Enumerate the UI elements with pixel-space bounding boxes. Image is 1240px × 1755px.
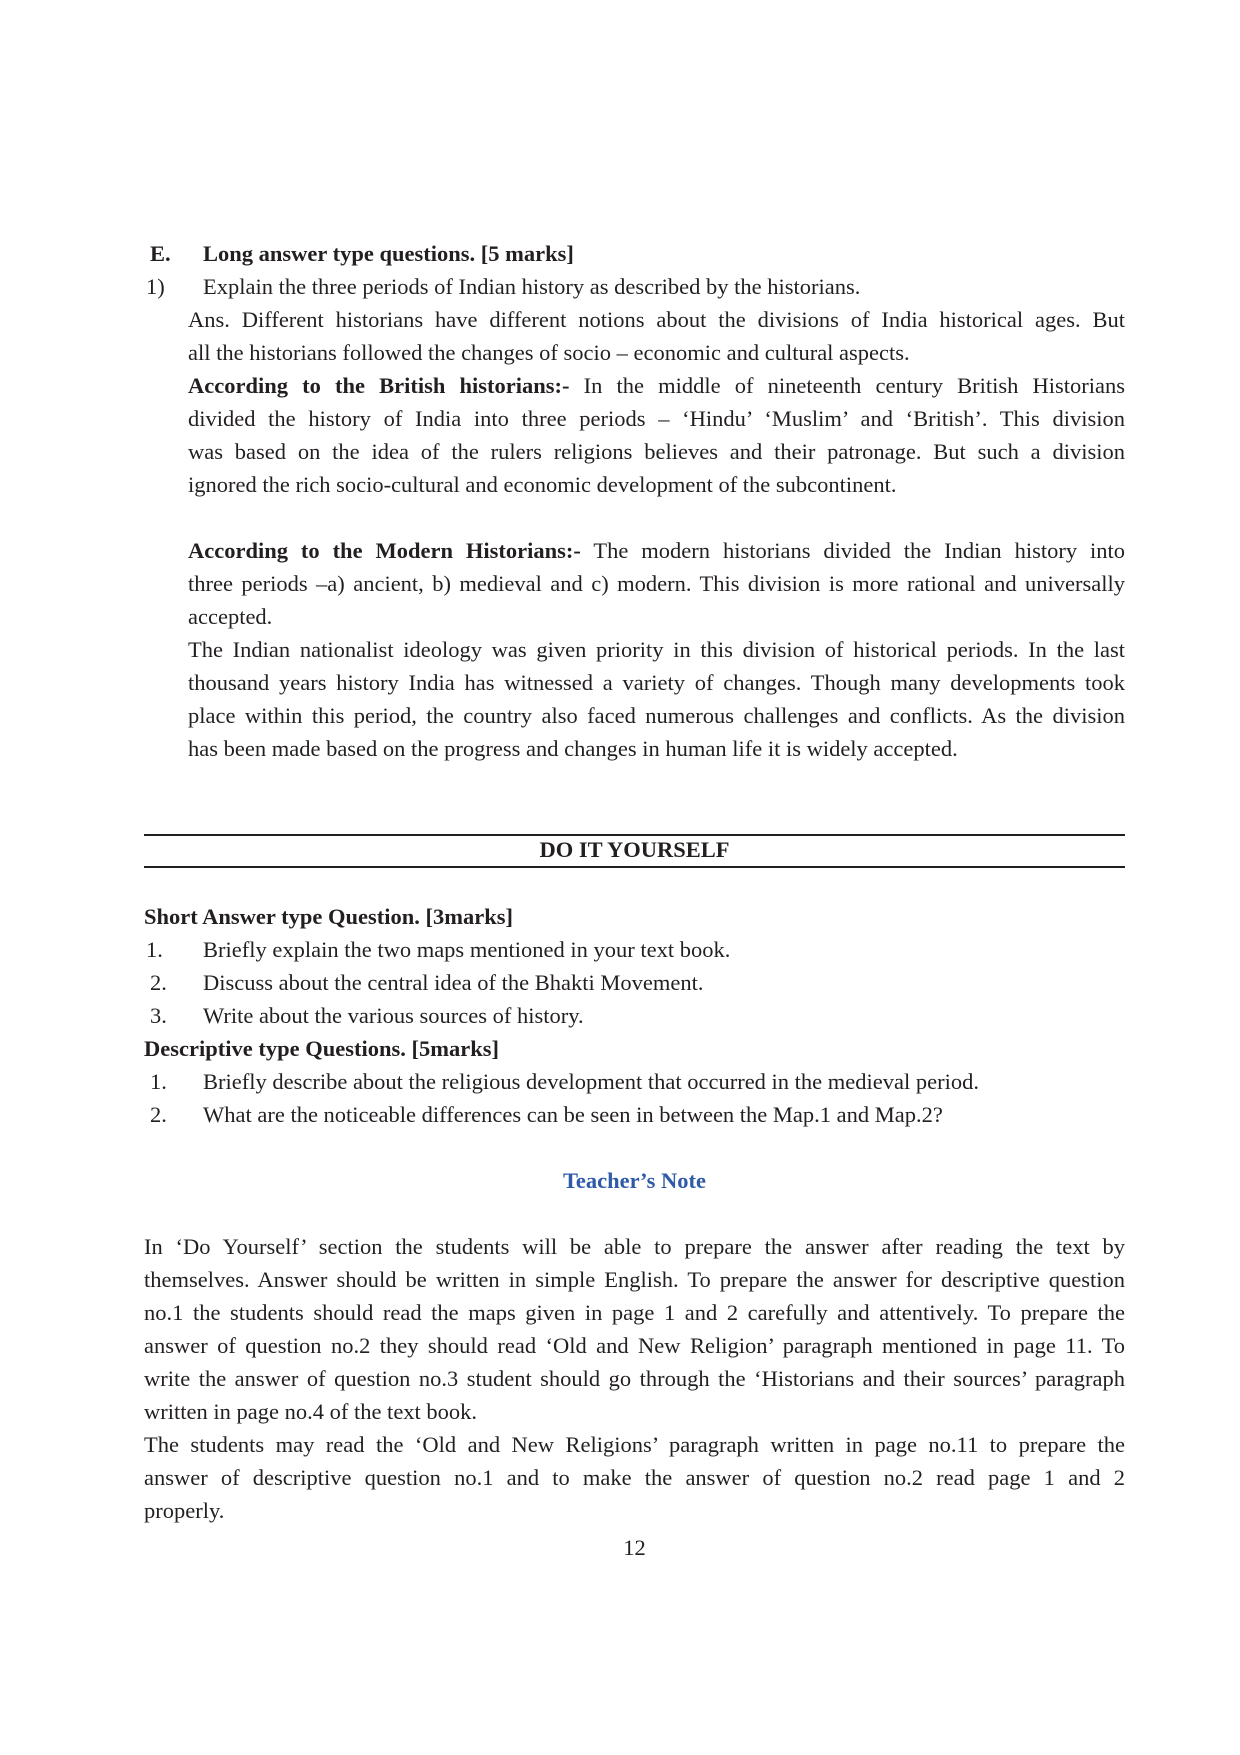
teachers-note-line: answer of descriptive question no.1 and to make the answer of question no.2 read page 1 and 2 <box>144 1465 1125 1490</box>
descriptive-question-text: Briefly describe about the religious development that occurred in the medieval period. <box>203 1069 979 1094</box>
british-historians-text: In the middle of nineteenth century British Historians <box>583 373 1125 398</box>
answer-line: Ans. Different historians have different notions about the divisions of India historical ages. But <box>188 307 1125 332</box>
short-answer-heading: Short Answer type Question. [3marks] <box>144 904 513 929</box>
nationalist-line: place within this period, the country also faced numerous challenges and conflicts. As the division <box>188 703 1125 728</box>
question-text: Explain the three periods of Indian history as described by the historians. <box>203 274 861 299</box>
section-heading: Long answer type questions. [5 marks] <box>203 241 574 266</box>
teachers-note-line: no.1 the students should read the maps given in page 1 and 2 carefully and attentively. To prepare the <box>144 1300 1125 1325</box>
british-historians-line <box>188 369 1125 402</box>
teachers-note-line: written in page no.4 of the text book. <box>144 1399 478 1424</box>
answer-line: all the historians followed the changes of socio – economic and cultural aspects. <box>188 340 910 365</box>
modern-historians-text: The modern historians divided the Indian history into <box>593 538 1126 563</box>
short-question-text: Briefly explain the two maps mentioned in your text book. <box>203 937 731 962</box>
teachers-note-line: The students may read the ‘Old and New Religions’ paragraph written in page no.11 to prepare the <box>144 1432 1125 1457</box>
descriptive-heading: Descriptive type Questions. [5marks] <box>144 1036 499 1061</box>
descriptive-question-number: 1. <box>150 1069 167 1094</box>
british-historians-line: was based on the idea of the rulers religions believes and their patronage. But such a division <box>188 439 1125 464</box>
teachers-note-line: themselves. Answer should be written in simple English. To prepare the answer for descriptive question <box>144 1267 1125 1292</box>
short-question-number: 1. <box>146 937 163 962</box>
british-historians-line: ignored the rich socio-cultural and economic development of the subcontinent. <box>188 472 897 497</box>
nationalist-line: has been made based on the progress and changes in human life it is widely accepted. <box>188 736 958 761</box>
modern-historians-line <box>188 534 1125 567</box>
nationalist-line: thousand years history India has witnessed a variety of changes. Though many developments took <box>188 670 1125 695</box>
short-question-text: Write about the various sources of history. <box>203 1003 584 1028</box>
british-historians-line: divided the history of India into three periods – ‘Hindu’ ‘Muslim’ and ‘British’. This division <box>188 406 1125 431</box>
do-it-yourself-title: DO IT YOURSELF <box>539 837 730 862</box>
modern-historians-label: According to the Modern Historians:- <box>188 538 581 563</box>
descriptive-question-text: What are the noticeable differences can be seen in between the Map.1 and Map.2? <box>203 1102 943 1127</box>
short-question-number: 2. <box>150 970 167 995</box>
british-historians-label: According to the British historians:- <box>188 373 570 398</box>
teachers-note-line: write the answer of question no.3 student should go through the ‘Historians and their sources’ paragraph <box>144 1366 1125 1391</box>
teachers-note-line: In ‘Do Yourself’ section the students will be able to prepare the answer after reading the text by <box>144 1234 1125 1259</box>
divider-bottom <box>144 866 1125 868</box>
teachers-note-line: answer of question no.2 they should read ‘Old and New Religion’ paragraph mentioned in page 11. To <box>144 1333 1125 1358</box>
question-number: 1) <box>146 274 165 299</box>
nationalist-line: The Indian nationalist ideology was given priority in this division of historical periods. In the last <box>188 637 1125 662</box>
teachers-note-title: Teacher’s Note <box>562 1168 707 1193</box>
short-question-text: Discuss about the central idea of the Bhakti Movement. <box>203 970 704 995</box>
teachers-note-line: properly. <box>144 1498 225 1523</box>
section-letter: E. <box>150 241 171 266</box>
descriptive-question-number: 2. <box>150 1102 167 1127</box>
page-number: 12 <box>623 1535 646 1560</box>
short-question-number: 3. <box>150 1003 167 1028</box>
modern-historians-line: three periods –a) ancient, b) medieval and c) modern. This division is more rational and universally <box>188 571 1125 596</box>
modern-historians-line: accepted. <box>188 604 273 629</box>
